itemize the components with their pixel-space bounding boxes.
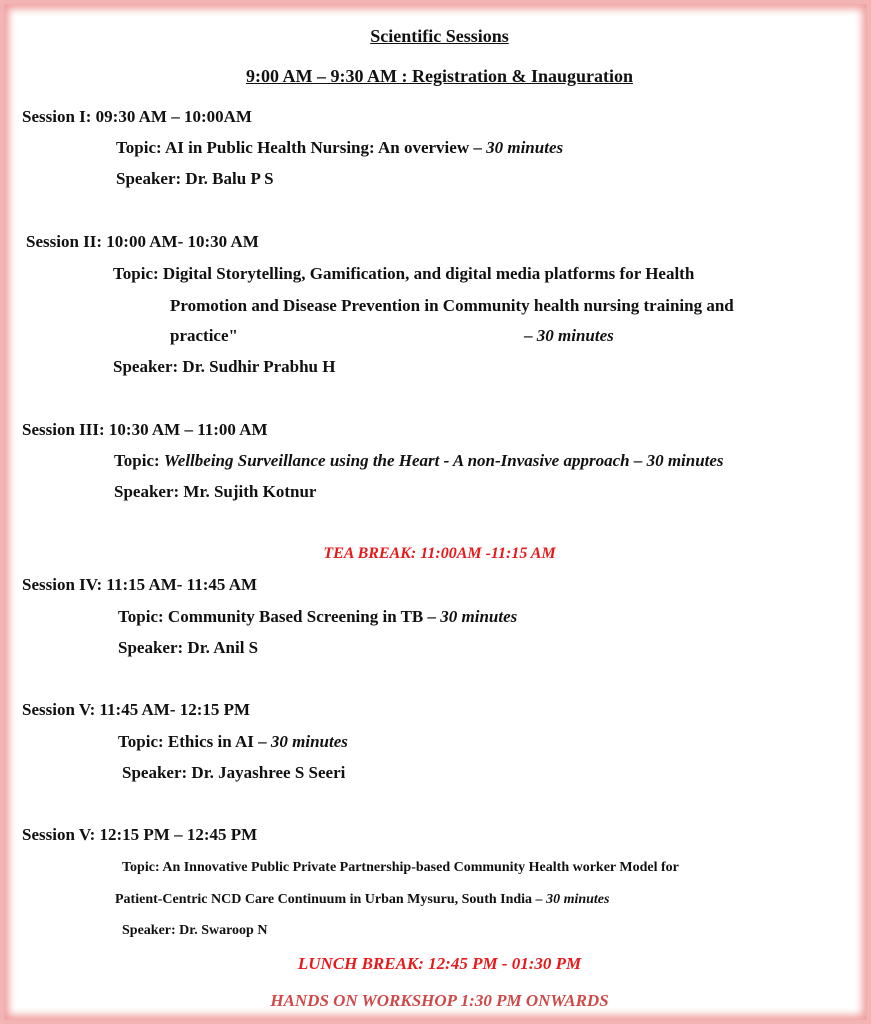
registration-line: 9:00 AM – 9:30 AM : Registration & Inauguration (246, 66, 633, 86)
session-6-topic-line-1: Topic: An Innovative Public Private Partnership-based Community Health worker Model for (122, 860, 679, 875)
tea-break: TEA BREAK: 11:00AM -11:15 AM (323, 545, 556, 562)
session-2-topic-line-3: practice" (170, 326, 238, 345)
session-1-speaker: Speaker: Dr. Balu P S (116, 169, 274, 188)
session-4-topic: Topic: Community Based Screening in TB – 30 minutes (118, 607, 518, 626)
session-2-heading: Session II: 10:00 AM- 10:30 AM (26, 232, 259, 251)
session-5-topic: Topic: Ethics in AI – 30 minutes (118, 732, 348, 751)
page-title: Scientific Sessions (370, 26, 509, 46)
session-5-speaker: Speaker: Dr. Jayashree S Seeri (122, 763, 346, 782)
lunch-break: LUNCH BREAK: 12:45 PM - 01:30 PM (297, 954, 582, 973)
session-3-topic: Topic: Wellbeing Surveillance using the Heart - A non-Invasive approach – 30 minutes (114, 451, 724, 470)
session-4-speaker: Speaker: Dr. Anil S (118, 638, 259, 657)
session-6-heading: Session V: 12:15 PM – 12:45 PM (22, 825, 258, 844)
session-2-duration: – 30 minutes (524, 326, 614, 345)
hands-on-workshop: HANDS ON WORKSHOP 1:30 PM ONWARDS (270, 991, 609, 1010)
session-3-heading: Session III: 10:30 AM – 11:00 AM (22, 420, 268, 439)
session-2-speaker: Speaker: Dr. Sudhir Prabhu H (113, 357, 336, 376)
session-2-topic-line-1: Topic: Digital Storytelling, Gamification, and digital media platforms for Health (113, 264, 695, 283)
session-1-heading: Session I: 09:30 AM – 10:00AM (22, 107, 252, 126)
session-1-topic: Topic: AI in Public Health Nursing: An overview – 30 minutes (116, 138, 564, 157)
session-5-heading: Session V: 11:45 AM- 12:15 PM (22, 700, 251, 719)
session-6-topic-line-2: Patient-Centric NCD Care Continuum in Urban Mysuru, South India – 30 minutes (115, 892, 610, 907)
session-6-speaker: Speaker: Dr. Swaroop N (122, 923, 268, 938)
session-2-topic-line-2: Promotion and Disease Prevention in Community health nursing training and (170, 296, 734, 315)
session-3-speaker: Speaker: Mr. Sujith Kotnur (114, 482, 317, 501)
session-4-heading: Session IV: 11:15 AM- 11:45 AM (22, 575, 258, 594)
